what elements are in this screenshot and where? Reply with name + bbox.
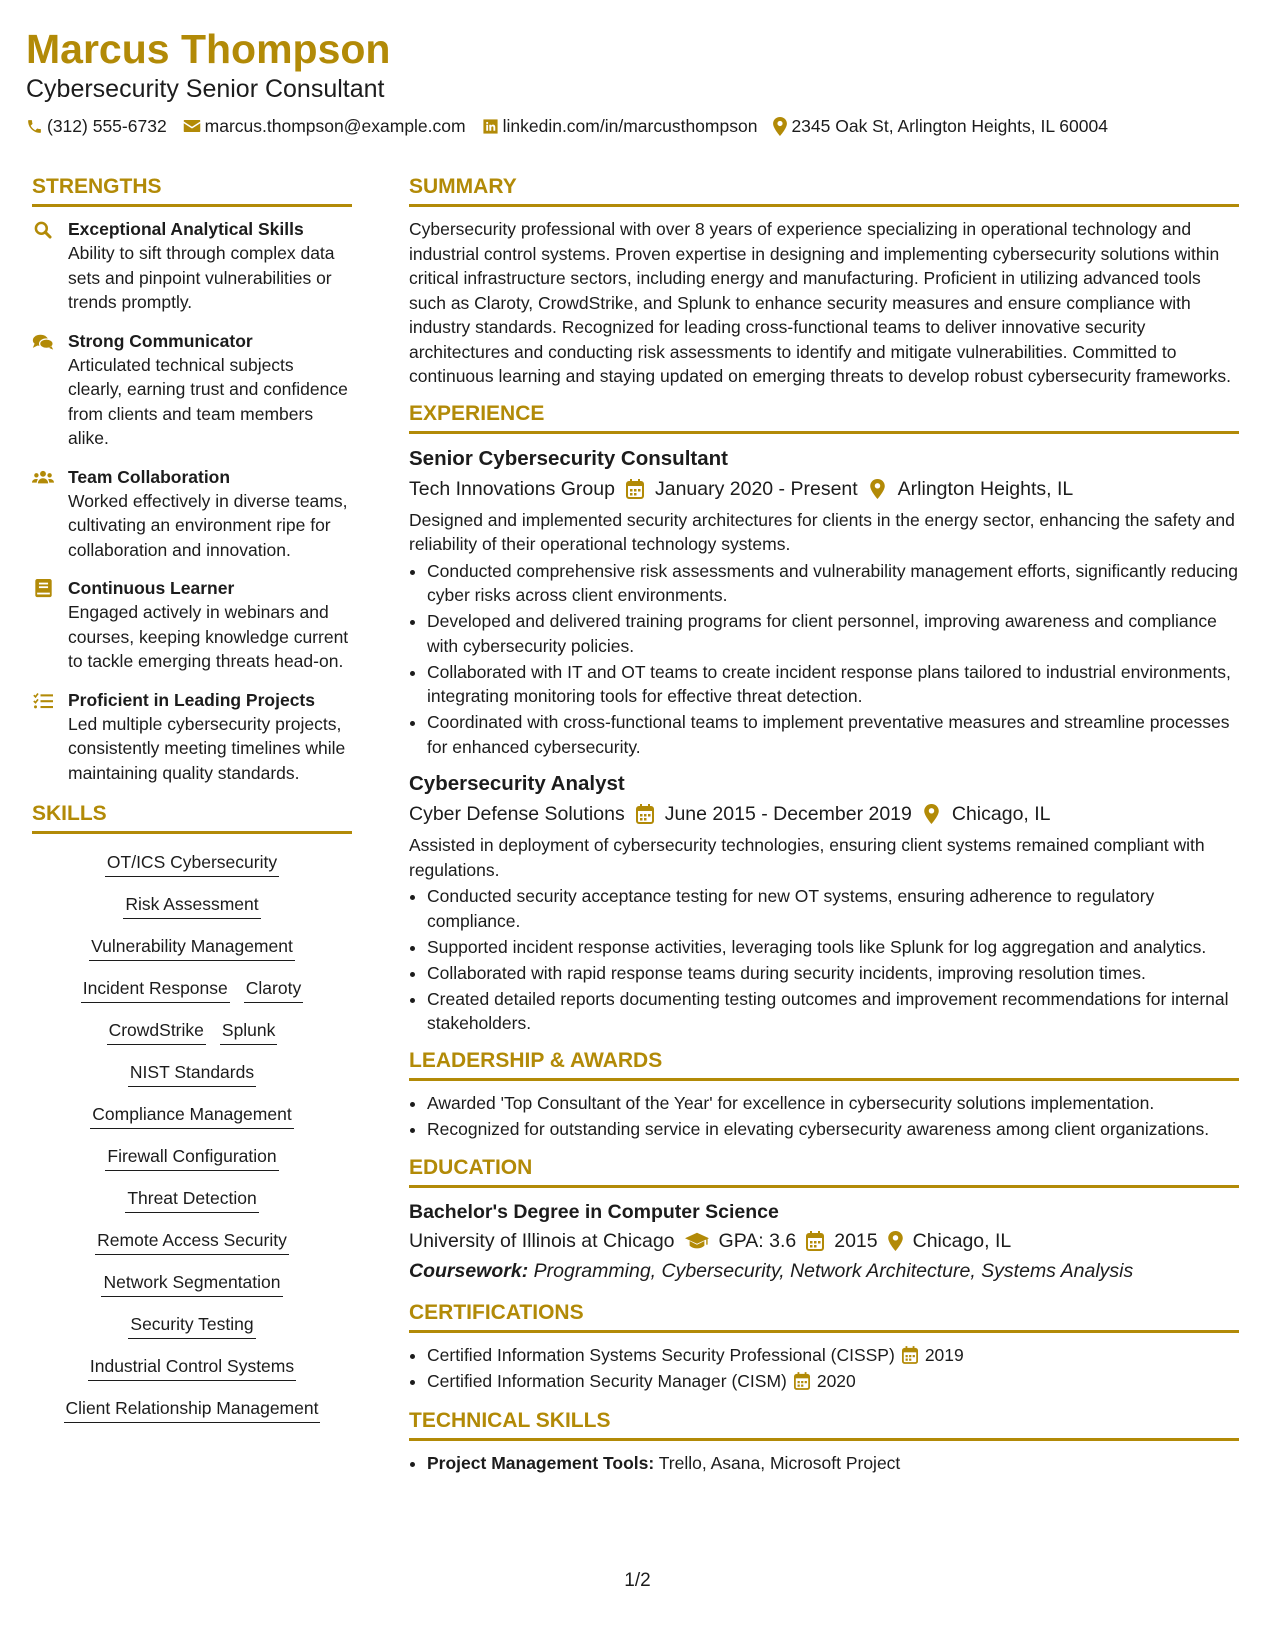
certifications-heading: CERTIFICATIONS [409, 1298, 1239, 1333]
list-item: • Recognized for outstanding service in elevating cybersecurity awareness among client organizations. [427, 1117, 1239, 1142]
calendar-icon [635, 804, 655, 824]
job-bullets [409, 884, 1239, 1036]
list-item: • Collaborated with rapid response teams during security incidents, improving resolution times. [427, 961, 1239, 986]
candidate-name: Marcus Thompson [26, 26, 391, 72]
strength-title: Strong Communicator [68, 330, 253, 351]
skill-row [42, 850, 342, 877]
contact-phone[interactable] [26, 114, 167, 138]
strengths-heading: STRENGTHS [32, 172, 352, 207]
skill-row [42, 1270, 342, 1297]
comments-icon [32, 331, 54, 353]
strength-item [32, 465, 352, 563]
cert-year: 2020 [816, 1371, 856, 1391]
job-bullets [409, 559, 1239, 760]
calendar-icon [806, 1231, 824, 1251]
page-number: 1/2 [624, 1570, 651, 1591]
gpa-text: GPA: 3.6 [718, 1230, 797, 1252]
skill-tag: Threat Detection [125, 1186, 258, 1213]
summary-heading: SUMMARY [409, 172, 1239, 207]
job-meta [409, 474, 1239, 504]
skill-tag: Vulnerability Management [89, 934, 295, 961]
contact-email[interactable] [183, 114, 466, 138]
list-check-icon [32, 690, 54, 712]
resume-header [26, 22, 1246, 138]
experience-heading: EXPERIENCE [409, 399, 1239, 434]
skill-tag: Splunk [220, 1018, 278, 1045]
degree-title: Bachelor's Degree in Computer Science [409, 1201, 779, 1223]
list-item [427, 1343, 1239, 1368]
strength-desc: Ability to sift through complex data sets and pinpoint vulnerabilities or trends promptly. [68, 243, 335, 312]
job-location: Arlington Heights, IL [897, 477, 1074, 500]
list-item: • Collaborated with IT and OT teams to create incident response plans tailored to industrial environments, integrating monitoring tools for effective threat detection. [427, 660, 1239, 709]
job-dates: January 2020 - Present [654, 477, 858, 500]
certifications-list [409, 1343, 1239, 1394]
cert-row [427, 1343, 964, 1368]
strength-title: Proficient in Leading Projects [68, 689, 315, 710]
technical-skills-heading: TECHNICAL SKILLS [409, 1406, 1239, 1441]
skill-row [42, 892, 342, 919]
job-dates: June 2015 - December 2019 [664, 803, 912, 825]
skill-tag: Network Segmentation [101, 1270, 282, 1297]
strength-title: Team Collaboration [68, 466, 231, 487]
skill-row [42, 1354, 342, 1381]
strength-title: Exceptional Analytical Skills [68, 219, 304, 239]
map-marker-icon [888, 1231, 903, 1251]
job-meta [409, 799, 1239, 829]
leadership-list [409, 1091, 1239, 1142]
school-location: Chicago, IL [912, 1230, 1012, 1252]
skill-tag: CrowdStrike [107, 1018, 206, 1045]
technical-skills-list [409, 1451, 1239, 1476]
summary-text: Cybersecurity professional with over 8 years of experience specializing in operational technology and industrial control systems. Proven expertise in designing and implementing cybersecurity solutions within critical infrastructure sectors, including energy and manufacturing. Proficient in utilizing advanced tools such as Claroty, CrowdStrike, and Splunk to enhance security measures and ensure compliance with industry standards. Recognized for leading cross-functional teams to deliver innovative security architectures and conducting risk assessments to identify and mitigate vulnerabilities. Committed to continuous learning and staying updated on emerging threats to develop robust cybersecurity frameworks. [409, 219, 1231, 386]
strength-item [32, 688, 352, 786]
job-location: Chicago, IL [951, 803, 1051, 825]
job-description: Designed and implemented security architectures for clients in the energy sector, enhancing the safety and reliability of their operational technology systems. [409, 509, 1235, 554]
job-title: Senior Cybersecurity Consultant [409, 446, 728, 470]
skill-tag: Compliance Management [90, 1102, 293, 1129]
search-icon [32, 219, 54, 241]
calendar-icon [625, 479, 645, 499]
tech-skill-label: Project Management Tools: [427, 1452, 655, 1473]
graduation-cap-icon [685, 1232, 709, 1250]
skill-tag: Claroty [244, 976, 303, 1003]
contact-bar [26, 114, 1246, 138]
skill-row [42, 1396, 342, 1423]
right-column [409, 172, 1239, 1477]
job-description: Assisted in deployment of cybersecurity technologies, ensuring client systems remained compliant with regulations. [409, 835, 1205, 880]
skill-tag: Security Testing [128, 1312, 255, 1339]
coursework [409, 1256, 1239, 1286]
job-company: Cyber Defense Solutions [409, 803, 625, 825]
skill-row [42, 1102, 342, 1129]
skill-row [42, 976, 342, 1003]
users-icon [32, 467, 54, 489]
education-heading: EDUCATION [409, 1153, 1239, 1188]
strength-item [32, 329, 352, 451]
envelope-icon [183, 118, 201, 134]
skill-row [42, 1144, 342, 1171]
school-name: University of Illinois at Chicago [409, 1230, 675, 1252]
job-entry [409, 444, 1239, 760]
education-meta [409, 1226, 1239, 1256]
skill-tag: Firewall Configuration [105, 1144, 278, 1171]
list-item: • Coordinated with cross-functional teams to implement preventative measures and streamline processes for enhanced cybersecurity. [427, 710, 1239, 759]
cert-name: • Certified Information Security Manager (CISM) [427, 1371, 787, 1391]
strength-title: Continuous Learner [68, 578, 235, 598]
contact-linkedin[interactable] [482, 114, 758, 138]
cert-name: • Certified Information Systems Security Professional (CISSP) [427, 1345, 895, 1365]
calendar-icon [901, 1346, 919, 1364]
job-company: Tech Innovations Group [409, 477, 615, 500]
strength-desc: Led multiple cybersecurity projects, consistently meeting timelines while maintaining quality standards. [68, 713, 346, 783]
job-title: Cybersecurity Analyst [409, 772, 625, 795]
list-item: • Awarded 'Top Consultant of the Year' for excellence in cybersecurity solutions implementation. [427, 1091, 1239, 1116]
phone-icon [26, 118, 43, 135]
list-item [427, 1451, 1239, 1476]
list-item [427, 1369, 1239, 1394]
strength-desc: Worked effectively in diverse teams, cultivating an environment ripe for collaboration and innovation. [68, 490, 348, 560]
skill-row [42, 1228, 342, 1255]
list-item: • Created detailed reports documenting testing outcomes and improvement recommendations for internal stakeholders. [427, 987, 1239, 1036]
coursework-text: Programming, Cybersecurity, Network Architecture, Systems Analysis [533, 1260, 1134, 1282]
linkedin-icon [482, 118, 499, 135]
linkedin-text: linkedin.com/in/marcusthompson [502, 116, 758, 136]
list-item: • Conducted security acceptance testing for new OT systems, ensuring adherence to regulatory compliance. [427, 884, 1239, 933]
strength-item [32, 576, 352, 674]
skill-tag: Client Relationship Management [64, 1396, 321, 1423]
calendar-icon [793, 1372, 811, 1390]
skill-tag: Industrial Control Systems [88, 1354, 296, 1381]
strength-desc: Engaged actively in webinars and courses, keeping knowledge current to tackle emerging threats head-on. [68, 602, 349, 671]
tech-skill-value: Trello, Asana, Microsoft Project [658, 1452, 901, 1473]
coursework-label: Coursework: [409, 1260, 529, 1282]
book-icon [32, 578, 54, 600]
candidate-title: Cybersecurity Senior Consultant [26, 75, 385, 103]
skill-row [42, 1312, 342, 1339]
skill-row [42, 934, 342, 961]
map-marker-icon [773, 117, 787, 136]
left-column [32, 172, 352, 1423]
skills-heading: SKILLS [32, 799, 352, 834]
strength-item [32, 217, 352, 315]
cert-year: 2019 [924, 1345, 964, 1365]
contact-address [773, 114, 1108, 138]
cert-row [427, 1369, 856, 1394]
job-entry [409, 769, 1239, 1036]
list-item: • Developed and delivered training programs for client personnel, improving awareness and compliance with cybersecurity policies. [427, 609, 1239, 658]
address-text: 2345 Oak St, Arlington Heights, IL 60004 [791, 116, 1108, 136]
skill-tag: Risk Assessment [123, 892, 260, 919]
map-marker-icon [868, 479, 888, 499]
phone-text: (312) 555-6732 [47, 116, 167, 136]
email-text: marcus.thompson@example.com [204, 116, 466, 136]
skill-tag: NIST Standards [128, 1060, 256, 1087]
skills-list [32, 848, 352, 1423]
map-marker-icon [922, 804, 942, 824]
strength-desc: Articulated technical subjects clearly, earning trust and confidence from clients and team members alike. [68, 354, 348, 448]
skill-tag: Incident Response [81, 976, 230, 1003]
graduation-year: 2015 [834, 1230, 878, 1252]
list-item: • Supported incident response activities, leveraging tools like Splunk for log aggregation and analytics. [427, 935, 1239, 960]
skill-row [42, 1018, 342, 1045]
list-item: • Conducted comprehensive risk assessments and vulnerability management efforts, significantly reducing cyber risks across client environments. [427, 559, 1239, 608]
skill-row [42, 1186, 342, 1213]
leadership-heading: LEADERSHIP & AWARDS [409, 1046, 1239, 1081]
skill-tag: OT/ICS Cybersecurity [105, 850, 279, 877]
skill-tag: Remote Access Security [95, 1228, 289, 1255]
skill-row [42, 1060, 342, 1087]
